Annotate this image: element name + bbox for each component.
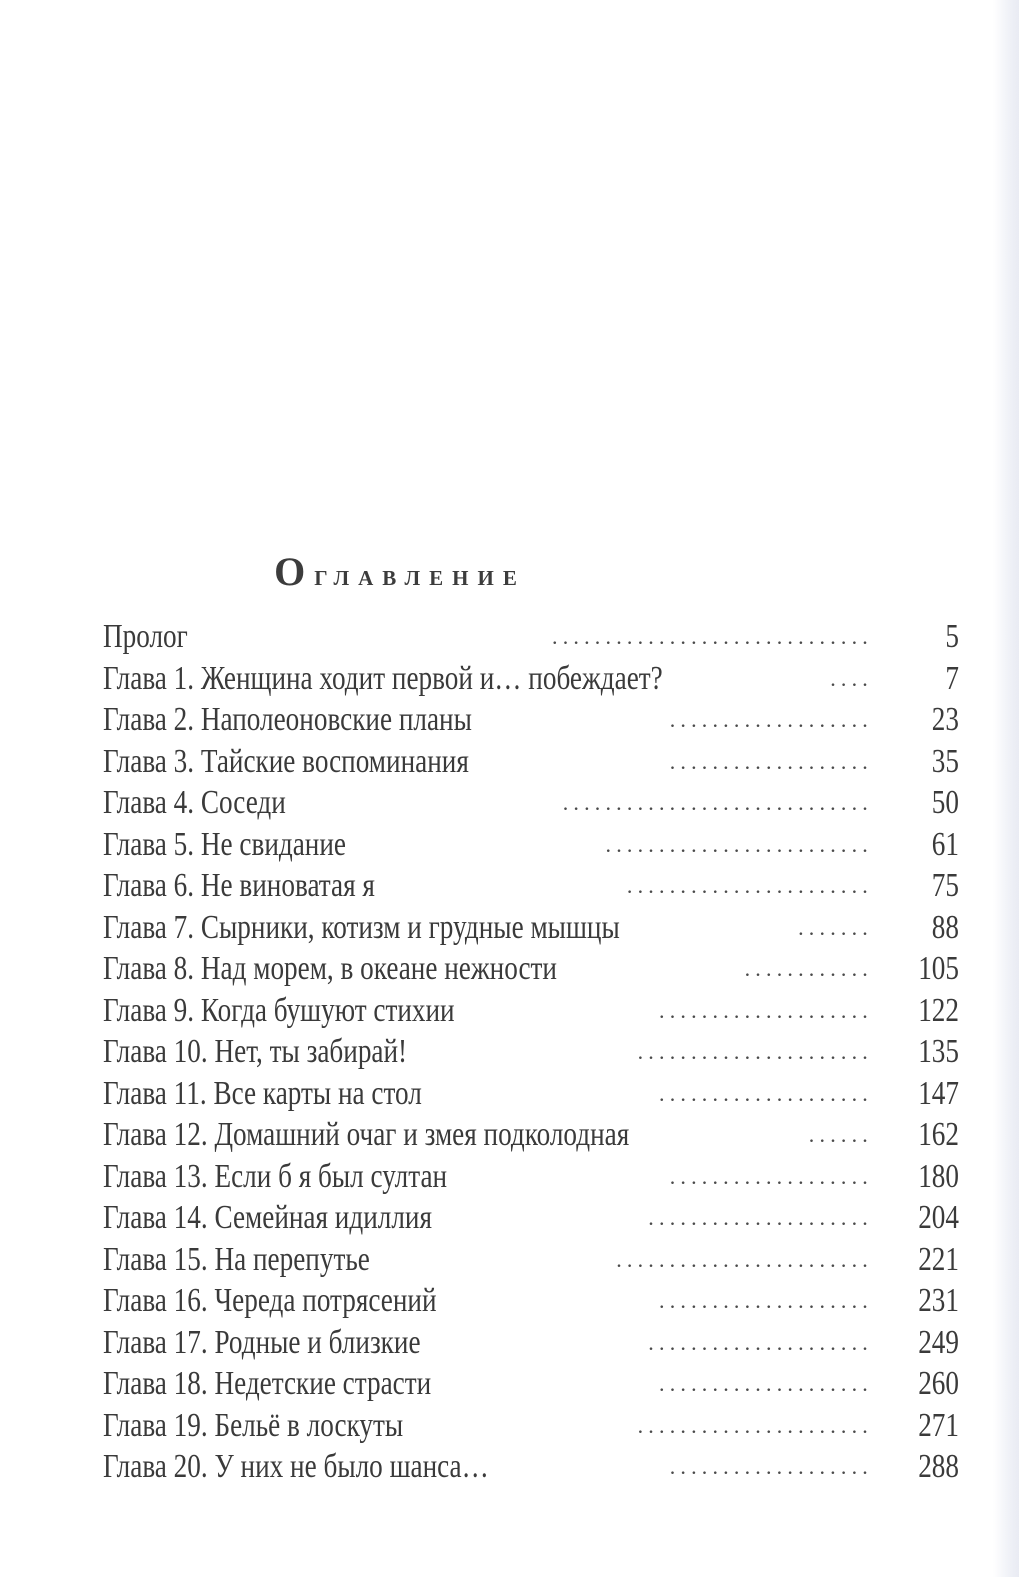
toc-page-number: 135 [918,1033,959,1070]
toc-heading [0,548,800,595]
toc-page-number: 7 [945,659,959,697]
toc-entry-label: Глава 8. Над морем, в океане нежности [103,950,557,987]
toc-heading-initial: О [274,549,315,595]
toc-entry-label: Глава 4. Соседи [103,784,286,821]
toc-entry-chapter-3[interactable] [103,741,959,783]
toc-entry-label: Глава 13. Если б я был султан [103,1157,448,1195]
toc-leader-dots: ................... [669,748,873,774]
toc-leader-dots: ....... [798,914,873,940]
toc-entry-chapter-16[interactable] [103,1280,959,1322]
toc-entry-label: Глава 1. Женщина ходит первой и… побеждает? [103,659,663,697]
toc-page-number: 204 [918,1199,959,1236]
toc-entry-label: Глава 2. Наполеоновские планы [103,701,472,738]
toc-entry-chapter-7[interactable] [103,907,959,949]
toc-entry-label: Глава 7. Сырники, котизм и грудные мышцы [103,908,620,946]
toc-page-number: 271 [918,1406,959,1444]
toc-entry-label: Глава 16. Череда потрясений [103,1282,437,1319]
toc-entry-chapter-8[interactable] [103,948,959,990]
toc-entry-prologue[interactable] [103,616,959,658]
toc-entry-label: Глава 10. Нет, ты забирай! [103,1033,408,1070]
toc-page-number: 147 [918,1074,959,1112]
toc-page-number: 231 [918,1282,959,1319]
toc-entry-label: Пролог [103,618,188,655]
toc-page-number: 88 [931,908,959,946]
toc-entry-label: Глава 6. Не виноватая я [103,867,375,904]
toc-entry-label: Глава 12. Домашний очаг и змея подколодная [103,1116,630,1153]
toc-entry-chapter-19[interactable] [103,1405,959,1447]
toc-entry-label: Глава 9. Когда бушуют стихии [103,991,455,1029]
toc-page-number: 50 [931,784,959,821]
toc-page-number: 5 [945,618,959,655]
toc-entry-chapter-6[interactable] [103,865,959,907]
toc-entry-chapter-9[interactable] [103,990,959,1032]
toc-page-number: 23 [931,701,959,738]
toc-entry-chapter-4[interactable] [103,782,959,824]
toc-entry-label: Глава 11. Все карты на стол [103,1074,422,1112]
toc-leader-dots: .... [830,665,873,691]
toc-entry-label: Глава 18. Недетские страсти [103,1365,432,1402]
toc-leader-dots: .................... [659,1288,873,1313]
toc-page-number: 221 [918,1240,959,1278]
toc-leader-dots: .................... [659,1080,873,1106]
toc-entry-label: Глава 14. Семейная идиллия [103,1199,432,1236]
toc-page-number: 122 [918,991,959,1029]
toc-page-number: 260 [918,1365,959,1402]
toc-page-number: 180 [918,1157,959,1195]
toc-leader-dots: ............................. [562,790,873,815]
toc-page-number: 75 [931,867,959,904]
toc-leader-dots: ................... [669,707,873,732]
toc-entry-chapter-5[interactable] [103,824,959,866]
toc-leader-dots: ........................ [616,1246,873,1272]
toc-entry-label: Глава 15. На перепутье [103,1240,370,1278]
toc-list [103,616,959,1488]
toc-leader-dots: ...................... [637,1039,873,1064]
toc-page-number: 162 [918,1116,959,1153]
toc-entry-chapter-14[interactable] [103,1197,959,1239]
toc-heading-rest: главление [314,559,526,593]
toc-entry-chapter-12[interactable] [103,1114,959,1156]
toc-page-number: 249 [918,1323,959,1361]
toc-page-number: 288 [918,1448,959,1485]
toc-entry-label: Глава 3. Тайские воспоминания [103,742,469,780]
toc-entry-chapter-17[interactable] [103,1322,959,1364]
toc-entry-label: Глава 5. Не свидание [103,825,346,863]
toc-page-number: 35 [931,742,959,780]
toc-leader-dots: .............................. [552,624,873,649]
toc-entry-chapter-15[interactable] [103,1239,959,1281]
toc-entry-chapter-20[interactable] [103,1446,959,1488]
toc-entry-label: Глава 17. Родные и близкие [103,1323,421,1361]
toc-leader-dots: ....................... [626,873,873,898]
toc-leader-dots: ..................... [648,1329,873,1355]
toc-entry-chapter-1[interactable] [103,658,959,700]
toc-entry-chapter-2[interactable] [103,699,959,741]
toc-leader-dots: ................... [669,1163,873,1189]
toc-leader-dots: ......................... [605,831,873,857]
toc-entry-chapter-13[interactable] [103,1156,959,1198]
toc-entry-chapter-10[interactable] [103,1031,959,1073]
toc-leader-dots: ............ [744,956,873,981]
toc-page-number: 61 [931,825,959,863]
toc-leader-dots: .................... [659,997,873,1023]
toc-leader-dots: ..................... [648,1205,873,1230]
toc-leader-dots: ................... [669,1454,873,1479]
toc-leader-dots: .................... [659,1371,873,1396]
toc-entry-chapter-18[interactable] [103,1363,959,1405]
page-edge-shadow [993,0,1019,1577]
toc-page-number: 105 [918,950,959,987]
toc-entry-label: Глава 19. Бельё в лоскуты [103,1406,404,1444]
toc-leader-dots: ...................... [637,1412,873,1438]
toc-entry-chapter-11[interactable] [103,1073,959,1115]
toc-entry-label: Глава 20. У них не было шанса… [103,1448,489,1485]
toc-leader-dots: ...... [808,1122,873,1147]
